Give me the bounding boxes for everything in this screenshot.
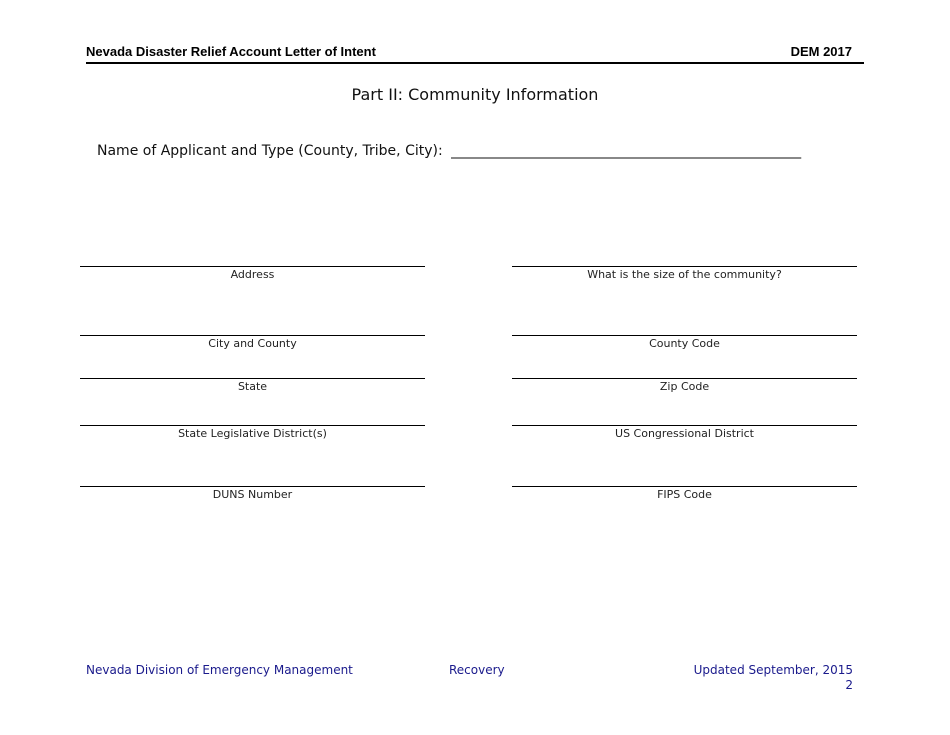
state-label: State [237,380,268,393]
county-code-label: County Code [649,337,720,350]
fips-code-label: FIPS Code [657,488,712,501]
footer-section: Recovery [449,663,505,677]
community-size-label: What is the size of the community? [587,268,782,281]
zip-code-field [512,378,857,393]
state-legislative-district-field [80,425,425,440]
community-size-field [512,266,857,281]
section-title: Part II: Community Information [351,85,599,104]
zip-code-label: Zip Code [659,380,710,393]
state-legislative-district-label: State Legislative District(s) [178,427,327,440]
applicant-name-blank: __________________________________________________ [451,143,802,159]
state-field [80,378,425,393]
fips-code-field [512,486,857,501]
page-number: 2 [845,678,853,692]
address-label: Address [230,268,275,281]
address-field [80,266,425,281]
form-code: DEM 2017 [790,44,852,59]
duns-number-field [80,486,425,501]
applicant-name-label: Name of Applicant and Type (County, Tribe, City): [97,143,443,159]
page-header [86,44,864,64]
document-title: Nevada Disaster Relief Account Letter of Intent [86,44,376,59]
city-county-field [80,335,425,350]
county-code-field [512,335,857,350]
applicant-name-row [97,143,801,159]
city-county-label: City and County [208,337,297,350]
footer-info [694,663,853,693]
footer-updated: Updated September, 2015 [693,663,853,677]
duns-number-label: DUNS Number [212,488,293,501]
congressional-district-label: US Congressional District [615,427,754,440]
congressional-district-field [512,425,857,440]
footer-organization: Nevada Division of Emergency Management [86,663,353,677]
